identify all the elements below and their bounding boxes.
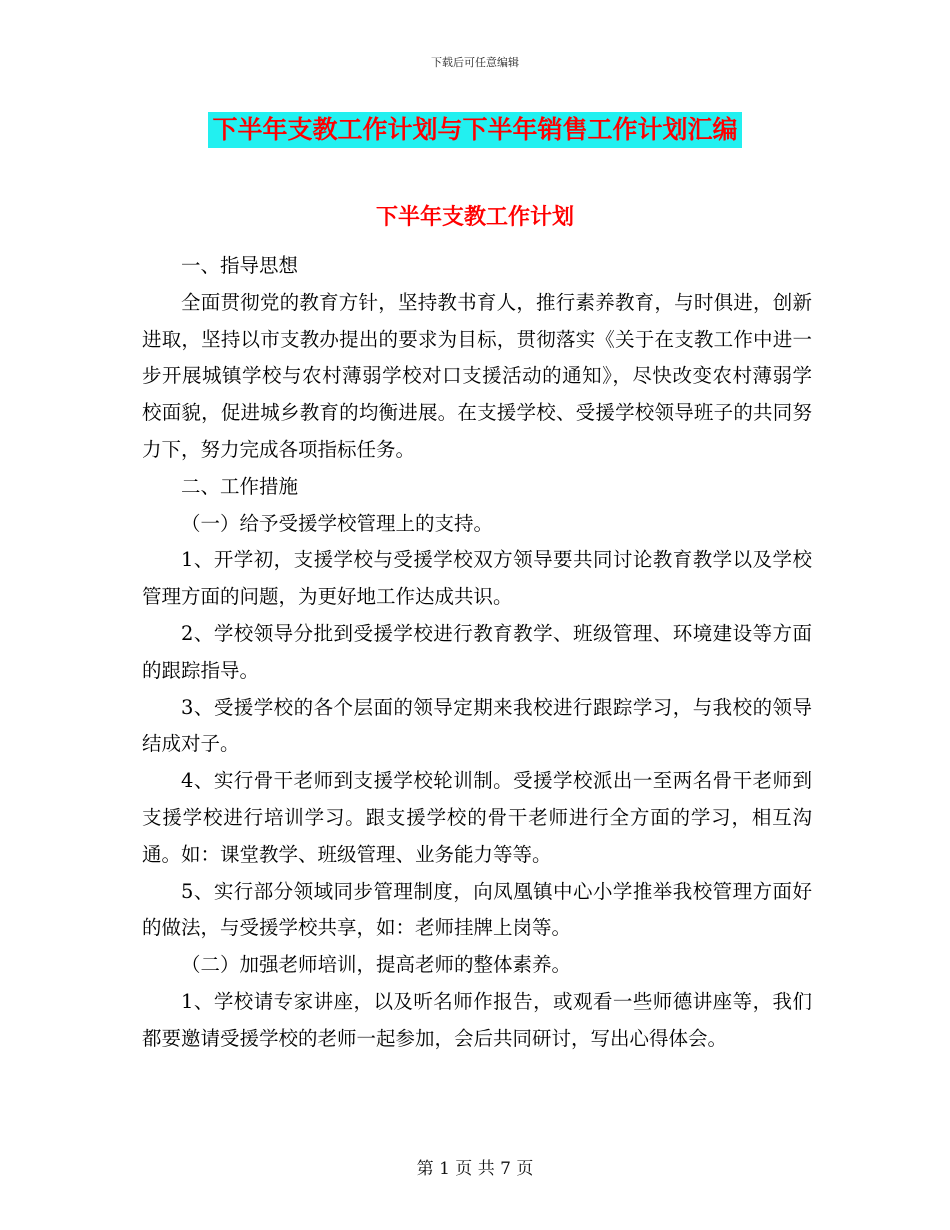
page-footer: 第 1 页 共 7 页 bbox=[416, 1159, 534, 1179]
heading-work-measures: 二、工作措施 bbox=[181, 474, 299, 498]
section-title: 下半年支教工作计划 bbox=[375, 204, 574, 230]
paragraph: 全面贯彻党的教育方针，坚持教书育人，推行素养教育，与时俱进，创新进取，坚持以市支教办提出的要求为目标，贯彻落实《关于在支教工作中进一步开展城镇学校与农村薄弱学校对口支援活动的通知》，尽快改变农村薄弱学校面貌，促进城乡教育的均衡进展。在支援学校、受援学校领导班子的共同努力下，努力完成各项指标任务。 bbox=[142, 290, 812, 461]
subheading: （二）加强老师培训，提高老师的整体素养。 bbox=[181, 953, 572, 977]
header-note: 下载后可任意编辑 bbox=[431, 56, 519, 69]
list-item: 3、受援学校的各个层面的领导定期来我校进行跟踪学习，与我校的领导结成对子。 bbox=[142, 695, 812, 756]
heading-guiding-ideology: 一、指导思想 bbox=[181, 254, 299, 277]
document-body bbox=[142, 248, 812, 1058]
subheading: （一）给予受援学校管理上的支持。 bbox=[181, 511, 494, 535]
list-item: 1、学校请专家讲座，以及听名师作报告，或观看一些师德讲座等，我们都要邀请受援学校的老师一起参加，会后共同研讨，写出心得体会。 bbox=[142, 989, 812, 1050]
list-item: 1、开学初，支援学校与受援学校双方领导要共同讨论教育教学以及学校管理方面的问题，为更好地工作达成共识。 bbox=[142, 548, 812, 609]
doc-title-container bbox=[0, 112, 950, 148]
list-item: 5、实行部分领域同步管理制度，向凤凰镇中心小学推举我校管理方面好的做法，与受援学校共享，如：老师挂牌上岗等。 bbox=[142, 879, 812, 940]
list-item: 2、学校领导分批到受援学校进行教育教学、班级管理、环境建设等方面的跟踪指导。 bbox=[142, 621, 812, 682]
doc-title: 下半年支教工作计划与下半年销售工作计划汇编 bbox=[208, 112, 741, 148]
list-item: 4、实行骨干老师到支援学校轮训制。受援学校派出一至两名骨干老师到支援学校进行培训学习。跟支援学校的骨干老师进行全方面的学习，相互沟通。如：课堂教学、班级管理、业务能力等等。 bbox=[142, 769, 812, 866]
